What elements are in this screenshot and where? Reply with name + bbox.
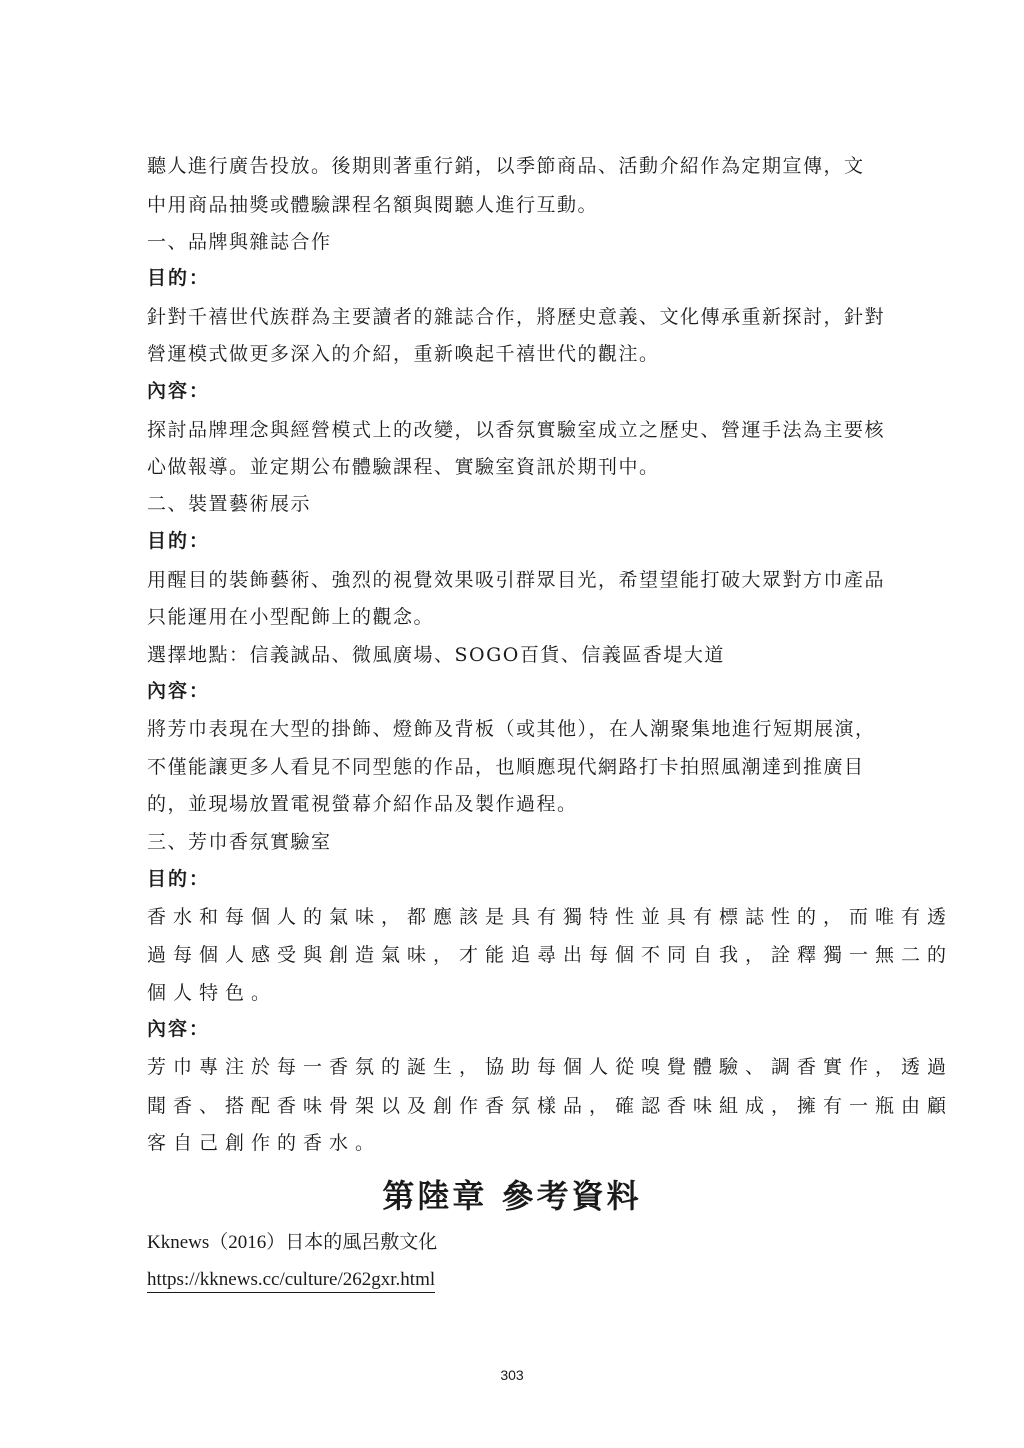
body-line: 客自己創作的香水。 bbox=[147, 1132, 382, 1154]
body-line: 芳巾專注於每一香氛的誕生，協助每個人從嗅覺體驗、調香實作，透過 bbox=[147, 1056, 954, 1078]
body-line: 過每個人感受與創造氣味，才能追尋出每個不同自我，詮釋獨一無二的 bbox=[147, 944, 954, 966]
section-heading: 二、裝置藝術展示 bbox=[147, 493, 312, 515]
body-line: 針對千禧世代族群為主要讀者的雜誌合作，將歷史意義、文化傳承重新探討，針對 bbox=[147, 306, 886, 328]
section-heading: 一、品牌與雜誌合作 bbox=[147, 231, 332, 253]
reference-url-link[interactable]: https://kknews.cc/culture/262gxr.html bbox=[147, 1269, 435, 1293]
body-line: 用醒目的裝飾藝術、強烈的視覺效果吸引群眾目光，希望望能打破大眾對方巾產品 bbox=[147, 569, 886, 591]
body-line: 香水和每個人的氣味，都應該是具有獨特性並具有標誌性的，而唯有透 bbox=[147, 906, 954, 928]
body-line: 聞香、搭配香味骨架以及創作香氛樣品，確認香味組成，擁有一瓶由顧 bbox=[147, 1095, 954, 1117]
subsection-label: 目的： bbox=[147, 267, 211, 289]
section-heading: 三、芳巾香氛實驗室 bbox=[147, 831, 332, 853]
subsection-label: 內容： bbox=[147, 380, 211, 402]
body-line: 營運模式做更多深入的介紹，重新喚起千禧世代的觀注。 bbox=[147, 343, 660, 365]
body-line: 心做報導。並定期公布體驗課程、實驗室資訊於期刊中。 bbox=[147, 456, 660, 478]
body-line: 將芳巾表現在大型的掛飾、燈飾及背板（或其他），在人潮聚集地進行短期展演， bbox=[147, 718, 876, 740]
body-line: 不僅能讓更多人看見不同型態的作品，也順應現代網路打卡拍照風潮達到推廣目 bbox=[147, 756, 865, 778]
chapter-title: 第陸章 參考資料 bbox=[382, 1177, 642, 1215]
body-line: 聽人進行廣告投放。後期則著重行銷，以季節商品、活動介紹作為定期宣傳，文 bbox=[147, 155, 865, 177]
subsection-label: 內容： bbox=[147, 1018, 211, 1040]
body-line: 只能運用在小型配飾上的觀念。 bbox=[147, 606, 435, 628]
reference-link-wrapper bbox=[147, 1268, 435, 1292]
page-number: 303 bbox=[500, 1367, 524, 1383]
subsection-label: 內容： bbox=[147, 680, 211, 702]
subsection-label: 目的： bbox=[147, 530, 211, 552]
body-line: 選擇地點：信義誠品、微風廣場、SOGO百貨、信義區香堤大道 bbox=[147, 644, 725, 666]
body-line: 個人特色。 bbox=[147, 982, 278, 1004]
body-line: 探討品牌理念與經營模式上的改變，以香氛實驗室成立之歷史、營運手法為主要核 bbox=[147, 419, 886, 441]
reference-citation: Kknews（2016）日本的風呂敷文化 bbox=[147, 1232, 438, 1253]
body-line: 中用商品抽獎或體驗課程名額與閱聽人進行互動。 bbox=[147, 194, 599, 216]
subsection-label: 目的： bbox=[147, 868, 211, 890]
body-line: 的，並現場放置電視螢幕介紹作品及製作過程。 bbox=[147, 793, 578, 815]
